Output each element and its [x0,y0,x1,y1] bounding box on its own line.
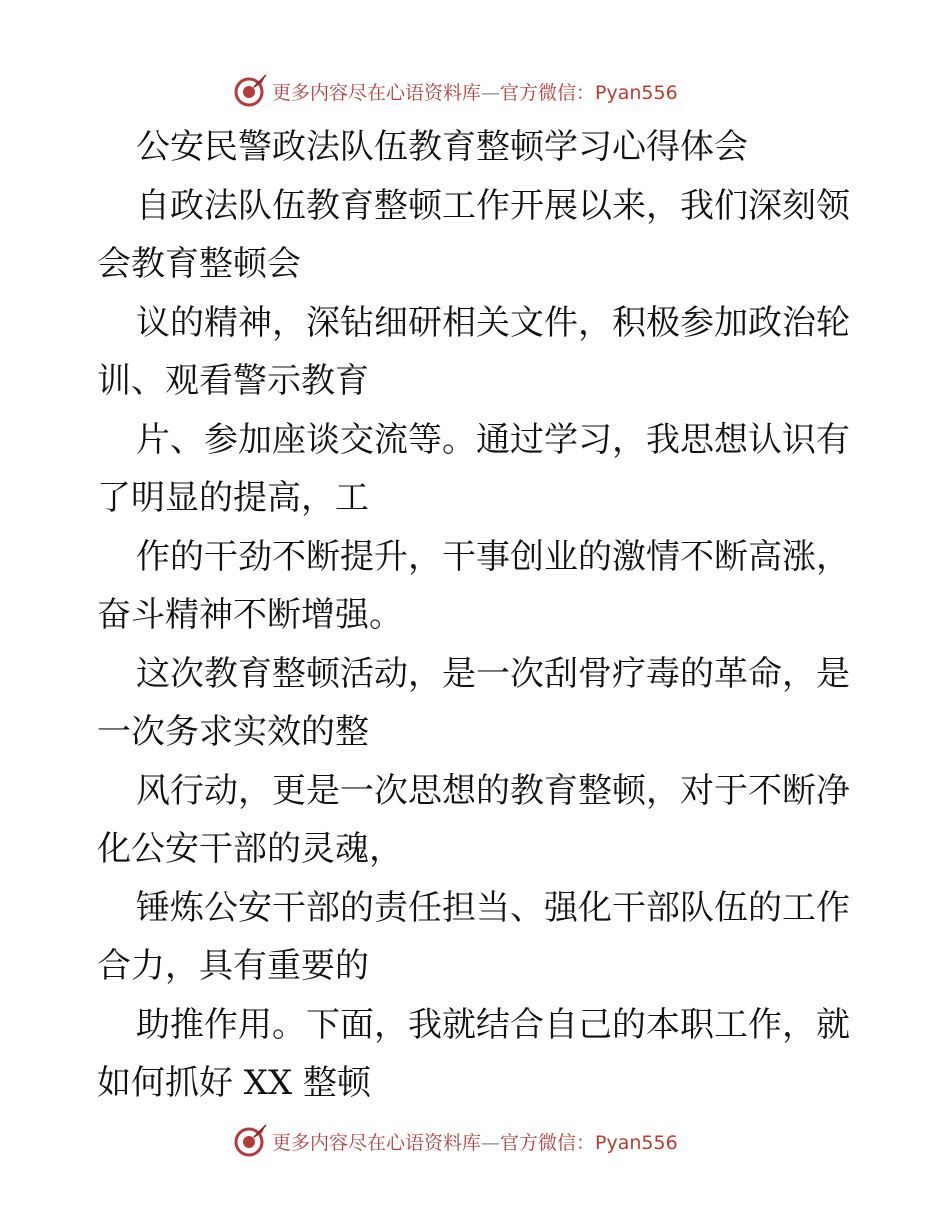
paragraph-line: 会教育整顿会 [97,244,301,284]
paragraph-line: 自政法队伍教育整顿工作开展以来，我们深刻领 [136,185,850,226]
paragraph-line: 锤炼公安干部的责任担当、强化干部队伍的工作 [136,887,850,928]
paragraph-line: 合力，具有重要的 [97,946,369,986]
quill-logo-icon [232,73,268,109]
watermark-text: 更多内容尽在心语资料库—官方微信：Pyan556 [272,81,678,104]
paragraph-line: 片、参加座谈交流等。通过学习，我思想认识有 [136,419,850,460]
watermark-header [232,71,678,111]
paragraph-line: 化公安干部的灵魂， [97,829,403,869]
paragraph-line: 作的干劲不断提升，干事创业的激情不断高涨， [136,536,850,577]
paragraph-line: 这次教育整顿活动，是一次刮骨疗毒的革命，是 [136,653,850,694]
document-title: 公安民警政法队伍教育整顿学习心得体会 [136,127,748,167]
paragraph-line: 了明显的提高，工 [97,478,369,518]
watermark-text: 更多内容尽在心语资料库—官方微信：Pyan556 [272,1131,678,1154]
paragraph-line: 一次务求实效的整 [97,712,369,752]
paragraph-line: 助推作用。下面，我就结合自己的本职工作，就 [136,1004,850,1045]
paragraph-line: 议的精神，深钻细研相关文件，积极参加政治轮 [136,302,850,343]
paragraph-line: 如何抓好 XX 整顿 [97,1063,372,1103]
paragraph-line: 风行动，更是一次思想的教育整顿，对于不断净 [136,770,850,811]
paragraph-line: 奋斗精神不断增强。 [97,595,403,635]
quill-logo-icon [232,1123,268,1159]
paragraph-line: 训、观看警示教育 [97,361,369,401]
watermark-footer [232,1121,678,1161]
document-body [97,118,857,1113]
